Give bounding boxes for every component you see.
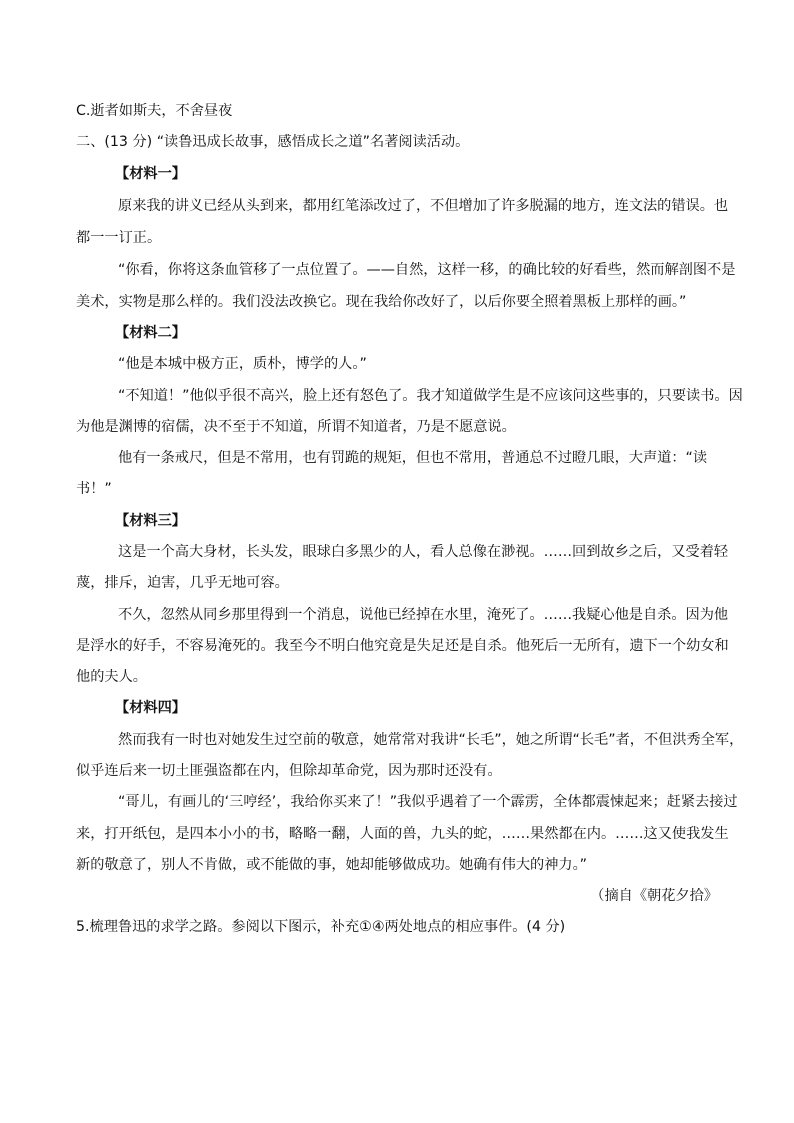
material-four-paragraph-1-line-1: 然而我有一时也对她发生过空前的敬意，她常常对我讲“长毛”，她之所谓“长毛”者，不但洪秀全军， <box>118 732 744 748</box>
material-four-paragraph-2-line-1: “哥儿，有画儿的‘三哼经’，我给你买来了！”我似乎遇着了一个霹雳，全体都震悚起来；赶紧去接过 <box>118 794 738 810</box>
section-two-heading: 二、(13 分) “读鲁迅成长故事，感悟成长之道”名著阅读活动。 <box>76 134 470 150</box>
material-one-heading: 【材料一】 <box>115 166 186 182</box>
material-three-paragraph-1-line-1: 这是一个高大身材，长头发，眼球白多黑少的人，看人总像在渺视。……回到故乡之后，又受着轻 <box>118 544 729 560</box>
option-c: C.逝者如斯夫，不舍昼夜 <box>76 103 233 119</box>
material-two-paragraph-1: “他是本城中极方正，质朴，博学的人。” <box>118 356 367 372</box>
material-four-paragraph-2-line-3: 新的敬意了，别人不肯做，或不能做的事，她却能够做成功。她确有伟大的神力。” <box>76 857 588 873</box>
question-5: 5.梳理鲁迅的求学之路。参阅以下图示，补充①④两处地点的相应事件。(4 分) <box>76 919 566 935</box>
material-two-heading: 【材料二】 <box>115 325 186 341</box>
material-three-paragraph-2-line-2: 是浮水的好手，不容易淹死的。我至今不明白他究竟是失足还是自杀。他死后一无所有，遗下一个幼女和 <box>76 638 729 654</box>
material-two-paragraph-2-line-1: “不知道！”他似乎很不高兴，脸上还有怒色了。我才知道做学生是不应该问这些事的，只要读书。因 <box>118 388 743 404</box>
material-one-paragraph-1-line-2: 都一一订正。 <box>76 230 162 246</box>
material-two-paragraph-3-line-1: 他有一条戒尺，但是不常用，也有罚跪的规矩，但也不常用，普通总不过瞪几眼，大声道：“读 <box>118 450 708 466</box>
material-three-paragraph-2-line-1: 不久，忽然从同乡那里得到一个消息，说他已经掉在水里，淹死了。……我疑心他是自杀。因为他 <box>118 607 729 623</box>
material-one-paragraph-2-line-1: “你看，你将这条血管移了一点位置了。——自然，这样一移，的确比较的好看些，然而解剖图不是 <box>118 262 736 278</box>
material-three-paragraph-2-line-3: 他的夫人。 <box>76 669 147 685</box>
source-citation: （摘自《朝花夕拾》 <box>590 888 718 904</box>
material-one-paragraph-2-line-2: 美术，实物是那么样的。我们没法改换它。现在我给你改好了，以后你要全照着黑板上那样的画。” <box>76 294 687 310</box>
material-one-paragraph-1-line-1: 原来我的讲义已经从头到来，都用红笔添改过了，不但增加了许多脱漏的地方，连文法的错误。也 <box>118 198 729 214</box>
material-four-paragraph-2-line-2: 来，打开纸包，是四本小小的书，略略一翻，人面的兽，九头的蛇，……果然都在内。……这又使我发生 <box>76 826 729 842</box>
material-three-paragraph-1-line-2: 蔑，排斥，迫害，几乎无地可容。 <box>76 575 289 591</box>
material-four-heading: 【材料四】 <box>115 700 186 716</box>
material-two-paragraph-3-line-2: 书！” <box>76 481 112 497</box>
material-two-paragraph-2-line-2: 为他是渊博的宿儒，决不至于不知道，所谓不知道者，乃是不愿意说。 <box>76 419 516 435</box>
material-four-paragraph-1-line-2: 似乎连后来一切土匪强盗都在内，但除却革命党，因为那时还没有。 <box>76 763 502 779</box>
material-three-heading: 【材料三】 <box>115 513 186 529</box>
